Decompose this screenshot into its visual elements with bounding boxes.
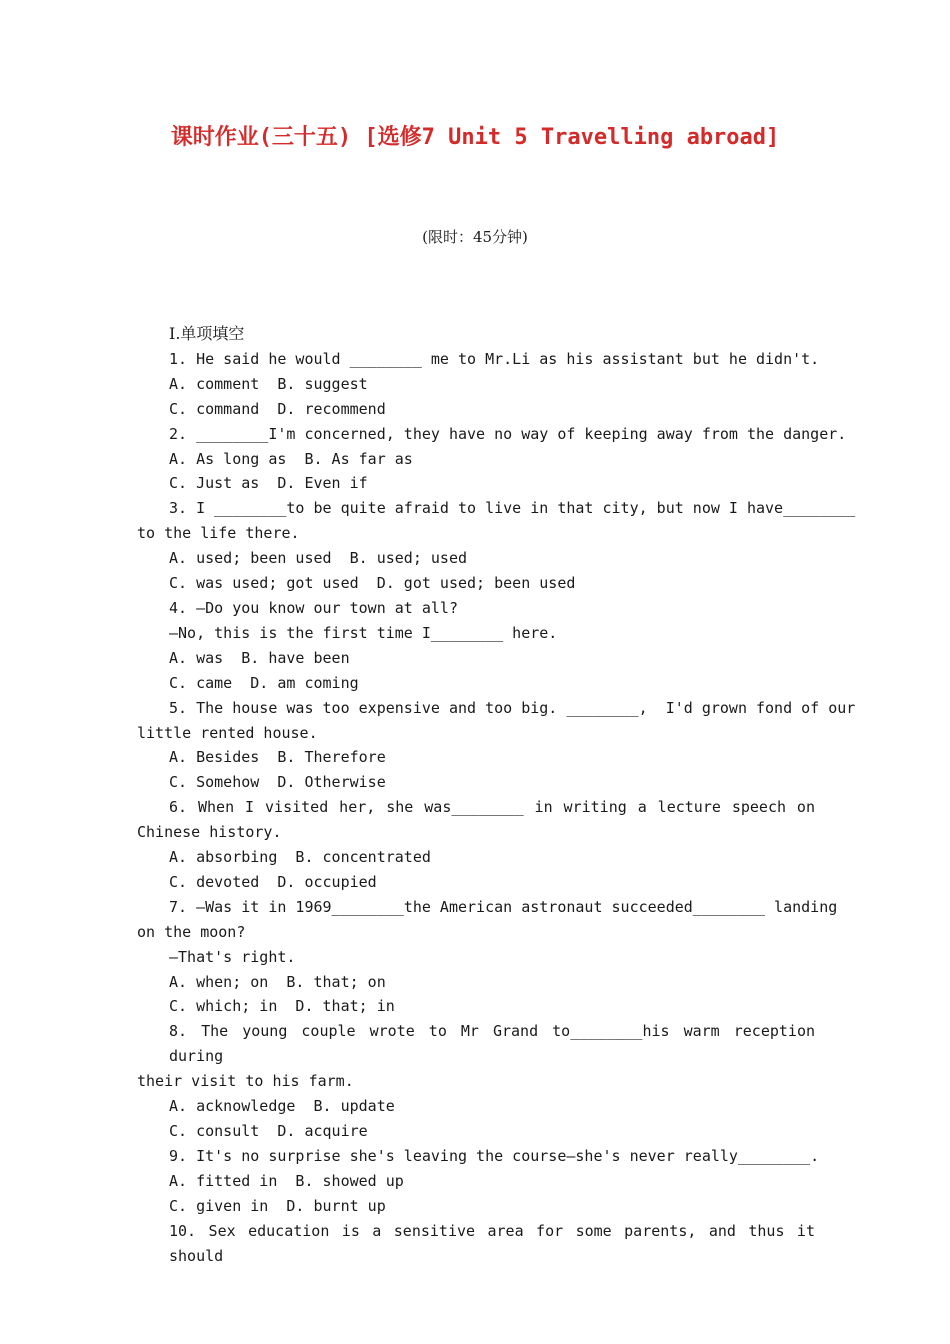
- question-line: 9. It's no surprise she's leaving the course—she's never really________.: [169, 1146, 820, 1165]
- question-line: 8. The young couple wrote to Mr Grand to________his warm reception during: [169, 1022, 815, 1066]
- option-line: C. came D. am coming: [169, 673, 359, 692]
- time-limit: (限时：45分钟): [422, 228, 528, 246]
- option-line: C. given in D. burnt up: [169, 1196, 386, 1215]
- option-line: A. As long as B. As far as: [169, 449, 413, 468]
- question-continuation: on the moon?: [137, 922, 246, 941]
- option-line: A. was B. have been: [169, 648, 350, 667]
- question-line: 1. He said he would ________ me to Mr.Li as his assistant but he didn't.: [169, 349, 820, 368]
- answer-line: —That's right.: [169, 947, 296, 966]
- option-line: A. when; on B. that; on: [169, 972, 386, 991]
- question-line: 5. The house was too expensive and too big. ________, I'd grown fond of our: [169, 698, 856, 717]
- question-continuation: Chinese history.: [137, 823, 282, 842]
- option-line: C. devoted D. occupied: [169, 872, 377, 891]
- option-line: C. consult D. acquire: [169, 1122, 368, 1140]
- question-continuation: little rented house.: [137, 723, 318, 742]
- question-line: 6. When I visited her, she was________ in writing a lecture speech on: [169, 798, 815, 817]
- question-line: —No, this is the first time I________ here.: [169, 623, 558, 642]
- section-heading: Ⅰ.单项填空: [169, 324, 245, 343]
- question-continuation: to the life there.: [137, 524, 300, 543]
- option-line: C. was used; got used D. got used; been used: [169, 574, 576, 593]
- question-line: 2. ________I'm concerned, they have no way of keeping away from the danger.: [169, 424, 847, 443]
- question-line: 3. I ________to be quite afraid to live in that city, but now I have________: [169, 499, 856, 518]
- option-line: C. which; in D. that; in: [169, 997, 395, 1016]
- option-line: C. command D. recommend: [169, 399, 386, 418]
- option-line: A. comment B. suggest: [169, 374, 368, 393]
- option-line: C. Somehow D. Otherwise: [169, 773, 386, 792]
- question-continuation: their visit to his farm.: [137, 1072, 354, 1091]
- option-line: A. absorbing B. concentrated: [169, 848, 431, 867]
- exercise-body: [137, 322, 856, 1268]
- option-line: A. Besides B. Therefore: [169, 748, 386, 767]
- question-line: 10. Sex education is a sensitive area for some parents, and thus it should: [169, 1221, 815, 1265]
- option-line: A. fitted in B. showed up: [169, 1171, 404, 1190]
- question-line: 4. —Do you know our town at all?: [169, 598, 458, 617]
- page-title: 课时作业(三十五) [选修7 Unit 5 Travelling abroad]: [170, 125, 780, 150]
- option-line: A. used; been used B. used; used: [169, 549, 468, 568]
- option-line: A. acknowledge B. update: [169, 1097, 395, 1116]
- option-line: C. Just as D. Even if: [169, 474, 368, 493]
- question-line: 7. —Was it in 1969________the American astronaut succeeded________ landing: [169, 897, 838, 916]
